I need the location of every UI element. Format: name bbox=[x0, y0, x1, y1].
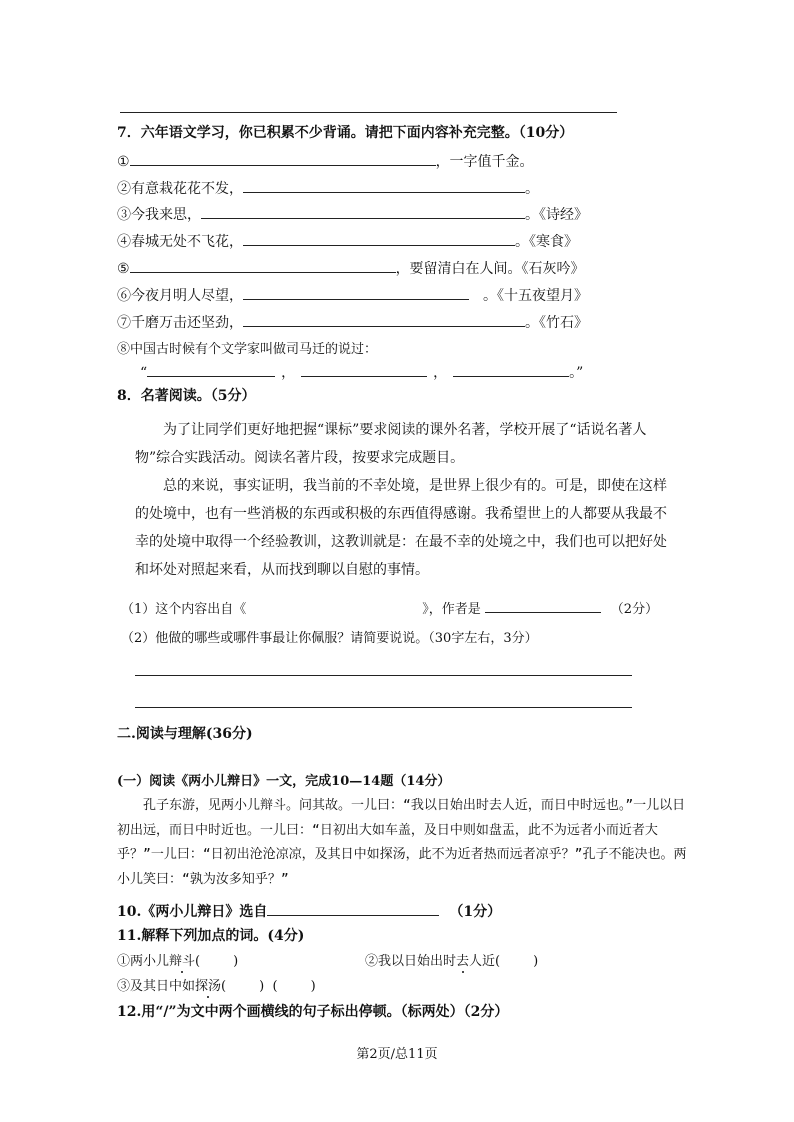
q7-line-2 bbox=[117, 178, 539, 198]
q11-item1-dotted-word: 辩斗 bbox=[169, 954, 196, 969]
q11-item2-prefix: ②我以日始出时 bbox=[365, 954, 457, 969]
q7-line-4 bbox=[117, 231, 578, 251]
q7-blank-2[interactable] bbox=[243, 178, 525, 193]
q10-blank[interactable] bbox=[267, 901, 439, 916]
q7-line-6-prefix: ⑥今夜月明人尽望， bbox=[117, 288, 243, 304]
q7-line-8-intro: ⑧中国古时候有个文学家叫做司马迁的说过： bbox=[117, 342, 378, 357]
q7-line-6 bbox=[117, 285, 588, 305]
q7-line-3-suffix: 。《诗经》 bbox=[525, 207, 588, 223]
q8-excerpt-paragraph bbox=[135, 472, 675, 584]
q7-line-5-suffix: ，要留清白在人间。《石灰吟》 bbox=[395, 261, 585, 277]
q10-prefix: 10.《两小儿辩日》选自 bbox=[117, 904, 268, 920]
q7-line-5-prefix: ⑤ bbox=[117, 261, 130, 277]
q7-line-5 bbox=[117, 258, 585, 278]
q7-title: 7．六年语文学习，你已积累不少背诵。请把下面内容补充完整。（10分） bbox=[117, 125, 574, 141]
q7-line-1 bbox=[117, 151, 534, 171]
q7-blank-6[interactable] bbox=[243, 285, 469, 300]
q8-sub1-score: （2分） bbox=[610, 602, 659, 617]
q7-line-7 bbox=[117, 312, 588, 332]
q11-item-2 bbox=[365, 953, 538, 970]
q8-answer-line-1[interactable] bbox=[135, 675, 632, 676]
q7-line-1-prefix: ① bbox=[117, 154, 130, 170]
q7-line-3 bbox=[117, 204, 588, 224]
q7-line-2-prefix: ②有意栽花花不发， bbox=[117, 181, 243, 197]
q8-sub-question-2: （2）他做的哪些或哪件事最让你佩服？请简要说说。（30字左右，3分） bbox=[121, 631, 538, 646]
q8-excerpt-text: 总的来说，事实证明，我当前的不幸处境，是世界上很少有的。可是，即使在这样的处境中，也有一些消极的东西或积极的东西值得感谢。我希望世上的人都要从我最不幸的处境中取得一个经验教训，这教训就是：在最不幸的处境之中，我们也可以把好处和坏处对照起来看，从而找到聊以自慰的事情。 bbox=[135, 478, 667, 578]
q8-sub1-middle: 》，作者是 bbox=[422, 602, 481, 617]
q7-blank-7[interactable] bbox=[243, 312, 525, 327]
q7-line-7-suffix: 。《竹石》 bbox=[525, 315, 588, 331]
answer-line-top bbox=[120, 112, 617, 113]
q8-sub-question-1 bbox=[121, 598, 658, 618]
q11-item1-prefix: ①两小儿 bbox=[117, 954, 170, 969]
q11-item-3 bbox=[117, 978, 316, 995]
q7-line-6-suffix: 。《十五夜望月》 bbox=[483, 288, 588, 304]
classical-text bbox=[117, 794, 692, 892]
q7-blank-3[interactable] bbox=[201, 204, 525, 219]
q8-title: 8．名著阅读。（5分） bbox=[117, 388, 256, 404]
section2-title: 二.阅读与理解(36分) bbox=[117, 726, 253, 742]
q11-item-1 bbox=[117, 953, 238, 970]
q11-item2-dotted-word: 去 bbox=[456, 954, 470, 969]
q10-score: （1分） bbox=[449, 904, 502, 920]
q11-item3-prefix: ③及其日中如 bbox=[117, 979, 196, 994]
q7-line-4-suffix: 。《寒食》 bbox=[515, 234, 578, 250]
q8-answer-line-2[interactable] bbox=[135, 707, 632, 708]
q7-line-3-prefix: ③今我来思， bbox=[117, 207, 201, 223]
q11-item3-blanks[interactable]: ( ) ( ) bbox=[221, 979, 316, 994]
classical-text-body: 孔子东游，见两小儿辩斗。问其故。一儿曰：“我以日始出时去人近，而日中时远也。”一儿以日初出远，而日中时近也。一儿曰：“日初出大如车盖，及日中则如盘盂，此不为远者小而近者大乎？”一儿曰：“日初出沧沧凉凉，及其日中如探汤，此不为近者热而远者凉乎？”孔子不能决也。两小儿笑曰：“孰为汝多知乎？” bbox=[117, 798, 687, 887]
q11-item3-dotted-word: 探汤 bbox=[195, 979, 222, 994]
q11-item1-blank[interactable]: ( ) bbox=[195, 954, 239, 969]
q8-author-blank[interactable] bbox=[485, 598, 601, 613]
q7-blank-8b[interactable] bbox=[301, 362, 427, 377]
q7-line-4-prefix: ④春城无处不飞花， bbox=[117, 234, 243, 250]
q12: 12.用“/”为文中两个画横线的句子标出停顿。（标两处）（2分） bbox=[117, 1004, 509, 1020]
q7-blank-4[interactable] bbox=[243, 231, 515, 246]
q7-line-1-suffix: ，一字值千金。 bbox=[435, 154, 534, 170]
q7-line-7-prefix: ⑦千磨万击还坚劲， bbox=[117, 315, 243, 331]
q7-line-8-answer bbox=[140, 362, 583, 382]
q7-line-8-comma-2: ， bbox=[433, 365, 448, 381]
section2-part1-title: (一）阅读《两小儿辩日》一文，完成10—14题（14分） bbox=[117, 774, 451, 789]
q7-line-8-close-quote: 。” bbox=[569, 365, 584, 381]
q8-intro-text: 为了让同学们更好地把握“课标”要求阅读的课外名著，学校开展了“话说名著人物”综合实践活动。阅读名著片段，按要求完成题目。 bbox=[135, 422, 647, 466]
q7-blank-1[interactable] bbox=[130, 151, 436, 166]
page-footer: 第2页/总11页 bbox=[356, 1047, 438, 1062]
q11-title: 11.解释下列加点的词。(4分) bbox=[117, 928, 305, 944]
q8-sub1-prefix: （1）这个内容出自《 bbox=[121, 602, 247, 617]
q7-line-2-suffix: 。 bbox=[525, 181, 539, 197]
q7-line-8-comma-1: ， bbox=[281, 365, 296, 381]
q7-blank-8a[interactable] bbox=[147, 362, 275, 377]
q7-blank-5[interactable] bbox=[130, 258, 396, 273]
q8-intro-paragraph bbox=[135, 416, 675, 472]
q11-item2-blank[interactable]: 人近( ) bbox=[469, 954, 539, 969]
q7-line-8-open-quote: “ bbox=[140, 365, 148, 381]
q7-blank-8c[interactable] bbox=[453, 362, 569, 377]
q10 bbox=[117, 901, 501, 921]
